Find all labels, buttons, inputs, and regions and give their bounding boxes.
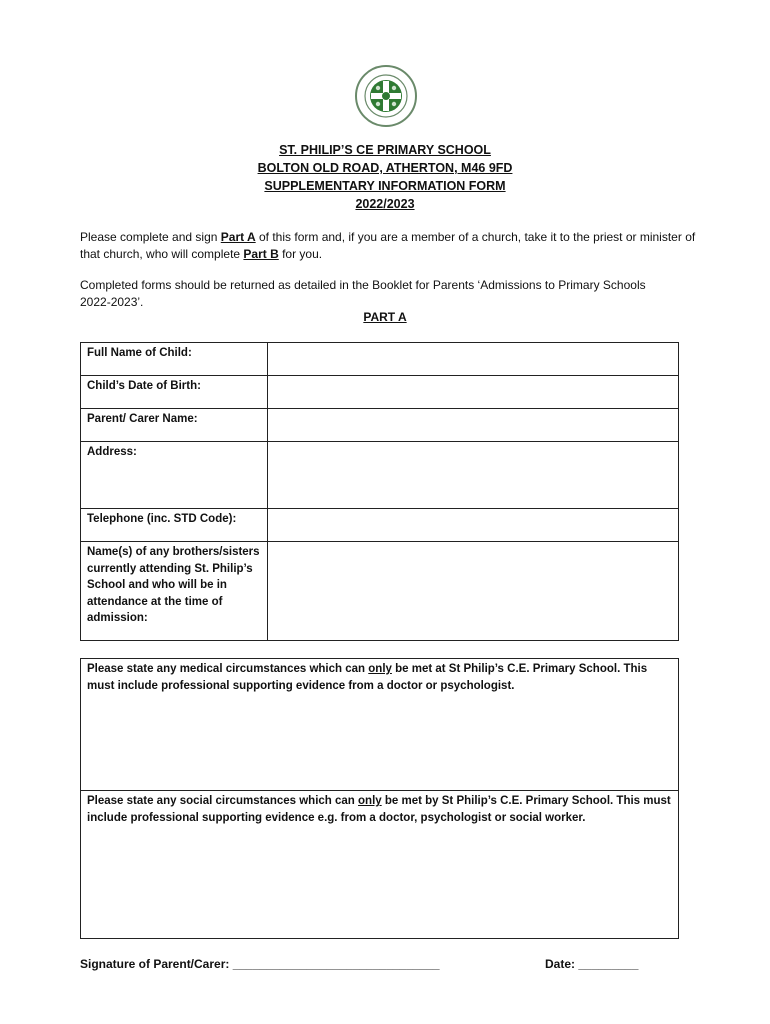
table-row [81, 442, 679, 509]
medical-prompt [81, 659, 678, 696]
prompt-text: Please state any social circumstances which can [87, 795, 359, 807]
social-circumstances-box[interactable] [80, 790, 679, 939]
school-name: ST. PHILIP’S CE PRIMARY SCHOOL [279, 143, 491, 157]
intro-text: of this form and, if you are a member of a church, take it to the priest or minister of that church, who will complete [80, 230, 696, 261]
field-label: Full Name of Child: [81, 343, 268, 376]
prompt-text: Please state any medical circumstances which can [87, 663, 369, 675]
table-row [81, 542, 679, 641]
table-row [81, 509, 679, 542]
form-year: 2022/2023 [355, 197, 415, 211]
prompt-text: be met at St Philip’s C.E. Primary School. This must include professional supporting evidence from a doctor or psychologist. [87, 663, 648, 692]
field-label: Telephone (inc. STD Code): [81, 509, 268, 542]
table-row [81, 376, 679, 409]
form-title: SUPPLEMENTARY INFORMATION FORM [264, 179, 506, 193]
prompt-text: be met by St Philip’s C.E. Primary School. This must include professional supporting evidence e.g. from a doctor, psychologist or social worker. [87, 795, 671, 824]
part-a-title: PART A [363, 310, 407, 324]
date-label: Date: [545, 957, 579, 971]
intro-text: Please complete and sign [80, 230, 221, 244]
signature-field[interactable] [80, 957, 440, 971]
field-label: Name(s) of any brothers/sisters currently attending St. Philip’s School and who will be in attendance at the time of admission: [81, 542, 268, 641]
part-a-ref: Part A [220, 230, 256, 244]
signature-line[interactable]: _______________________________ [232, 957, 440, 971]
date-line[interactable]: _________ [578, 957, 639, 971]
table-row [81, 343, 679, 376]
address-input[interactable] [268, 442, 679, 509]
telephone-input[interactable] [268, 509, 679, 542]
full-name-input[interactable] [268, 343, 679, 376]
field-label: Child’s Date of Birth: [81, 376, 268, 409]
child-details-table [80, 342, 679, 641]
date-of-birth-input[interactable] [268, 376, 679, 409]
school-address: BOLTON OLD ROAD, ATHERTON, M46 9FD [257, 161, 513, 175]
medical-circumstances-box[interactable] [80, 658, 679, 791]
field-label: Parent/ Carer Name: [81, 409, 268, 442]
return-instructions: Completed forms should be returned as detailed in the Booklet for Parents ‘Admissions to Primary Schools 2022-2023’. [80, 278, 646, 309]
field-label: Address: [81, 442, 268, 509]
siblings-input[interactable] [268, 542, 679, 641]
parent-name-input[interactable] [268, 409, 679, 442]
date-field[interactable] [545, 957, 638, 971]
social-prompt [81, 791, 678, 828]
table-row [81, 409, 679, 442]
intro-text: for you. [278, 246, 323, 261]
signature-label: Signature of Parent/Carer: [80, 957, 233, 971]
emphasis-text: only [368, 663, 392, 675]
emphasis-text: only [358, 795, 382, 807]
school-crest-icon [354, 64, 418, 128]
intro-paragraph [80, 229, 700, 262]
part-b-ref: Part B [243, 246, 279, 261]
